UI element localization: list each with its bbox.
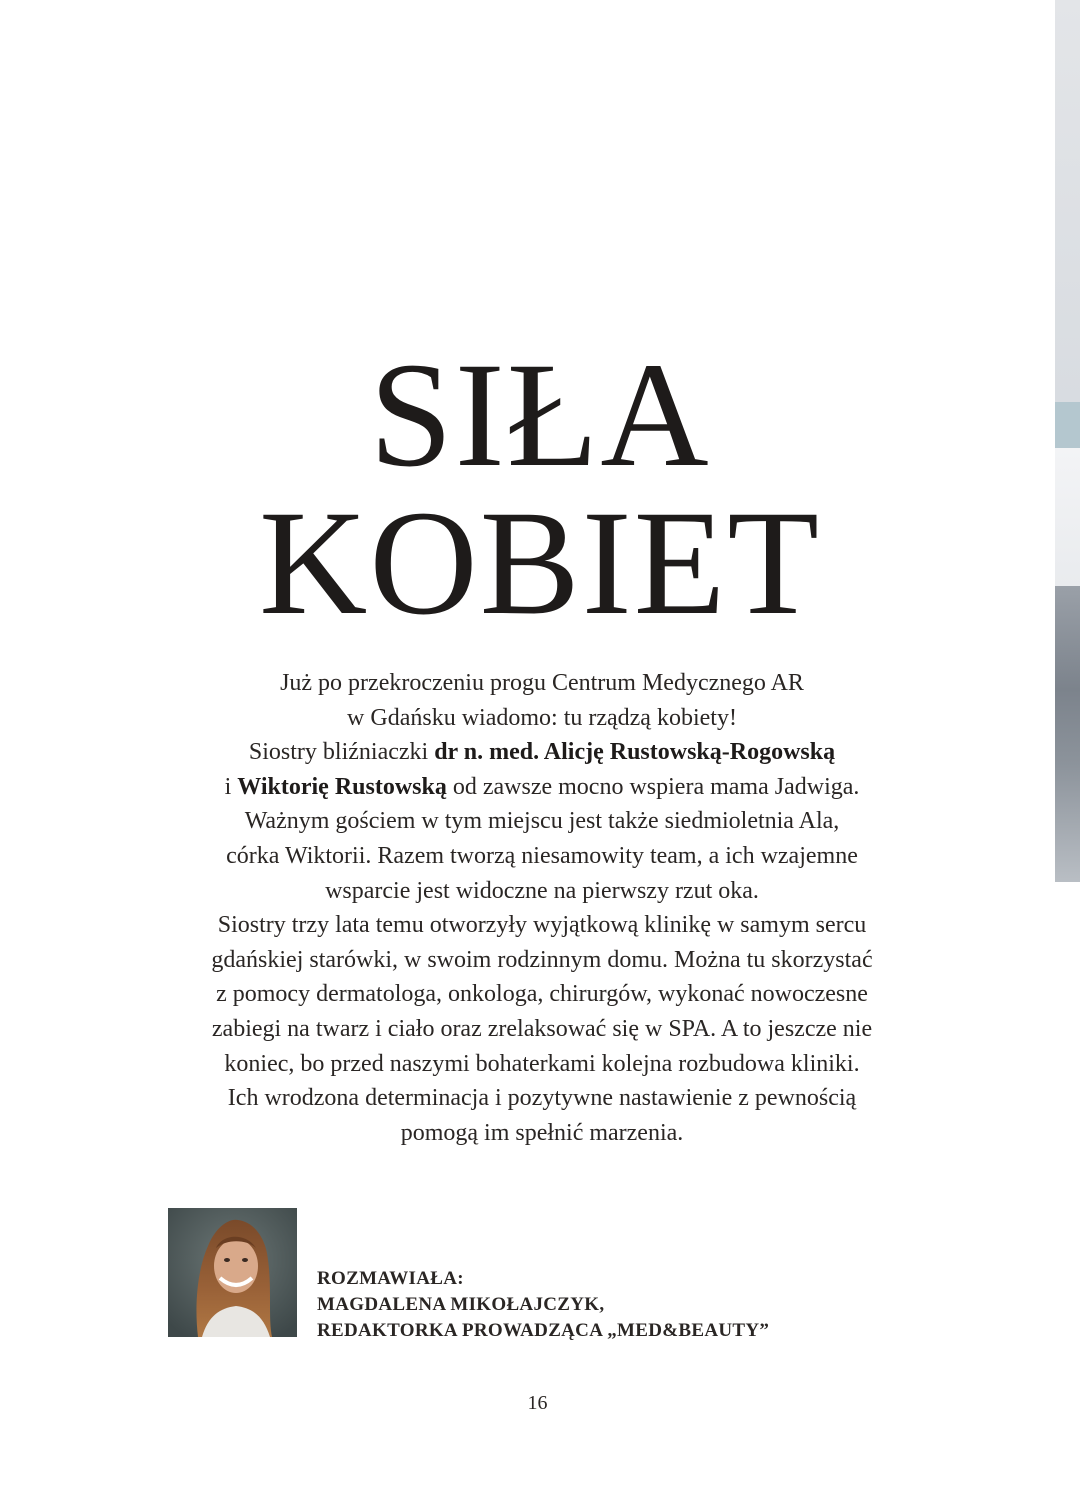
lead-line: koniec, bo przed naszymi bohaterkami kolejna rozbudowa kliniki.	[224, 1050, 860, 1077]
author-portrait-image	[168, 1208, 297, 1337]
lead-line: Siostry bliźniaczki	[248, 739, 435, 766]
lead-line: zabiegi na twarz i ciało oraz zrelaksować się w SPA. A to jeszcze nie	[211, 1015, 873, 1042]
lead-line: od zawsze mocno wspiera mama Jadwiga.	[446, 773, 860, 800]
lead-name-bold: dr n. med. Alicję Rustowską-Rogowską	[434, 739, 836, 766]
author-portrait-photo	[168, 1208, 297, 1337]
lead-line: Ich wrodzona determinacja i pozytywne nastawienie z pewnością	[227, 1085, 857, 1112]
lead-line: córka Wiktorii. Razem tworzą niesamowity team, a ich wzajemne	[226, 842, 858, 869]
lead-line: gdańskiej starówki, w swoim rodzinnym domu. Można tu skorzystać	[211, 946, 873, 973]
lead-line: z pomocy dermatologa, onkologa, chirurgów, wykonać nowoczesne	[216, 981, 868, 1008]
lead-name-bold: Wiktorię Rustowską	[237, 773, 447, 800]
headline-line-1: SIŁA	[369, 332, 711, 498]
lead-line: Ważnym gościem w tym miejscu jest także siedmioletnia Ala,	[244, 808, 840, 835]
adjacent-page-photo-edge	[1055, 0, 1080, 1506]
lead-line: w Gdańsku wiadomo: tu rządzą kobiety!	[347, 704, 737, 731]
lead-line: Siostry trzy lata temu otworzyły wyjątkową klinikę w samym sercu	[217, 912, 867, 939]
lead-line: i	[224, 773, 238, 800]
lead-line: wsparcie jest widoczne na pierwszy rzut oka.	[325, 877, 759, 904]
lead-paragraph	[110, 666, 974, 1150]
credits-author-name: MAGDALENA MIKOŁAJCZYK,	[317, 1294, 605, 1315]
credits-author-role: REDAKTORKA PROWADZĄCA „MED&BEAUTY”	[317, 1320, 770, 1341]
lead-line: pomogą im spełnić marzenia.	[400, 1119, 684, 1146]
credits-label: ROZMAWIAŁA:	[317, 1268, 464, 1289]
page-number: 16	[527, 1392, 548, 1414]
interview-credits	[317, 1266, 957, 1344]
headline-line-2: KOBIET	[259, 480, 821, 646]
lead-line: Już po przekroczeniu progu Centrum Medycznego AR	[280, 670, 804, 696]
